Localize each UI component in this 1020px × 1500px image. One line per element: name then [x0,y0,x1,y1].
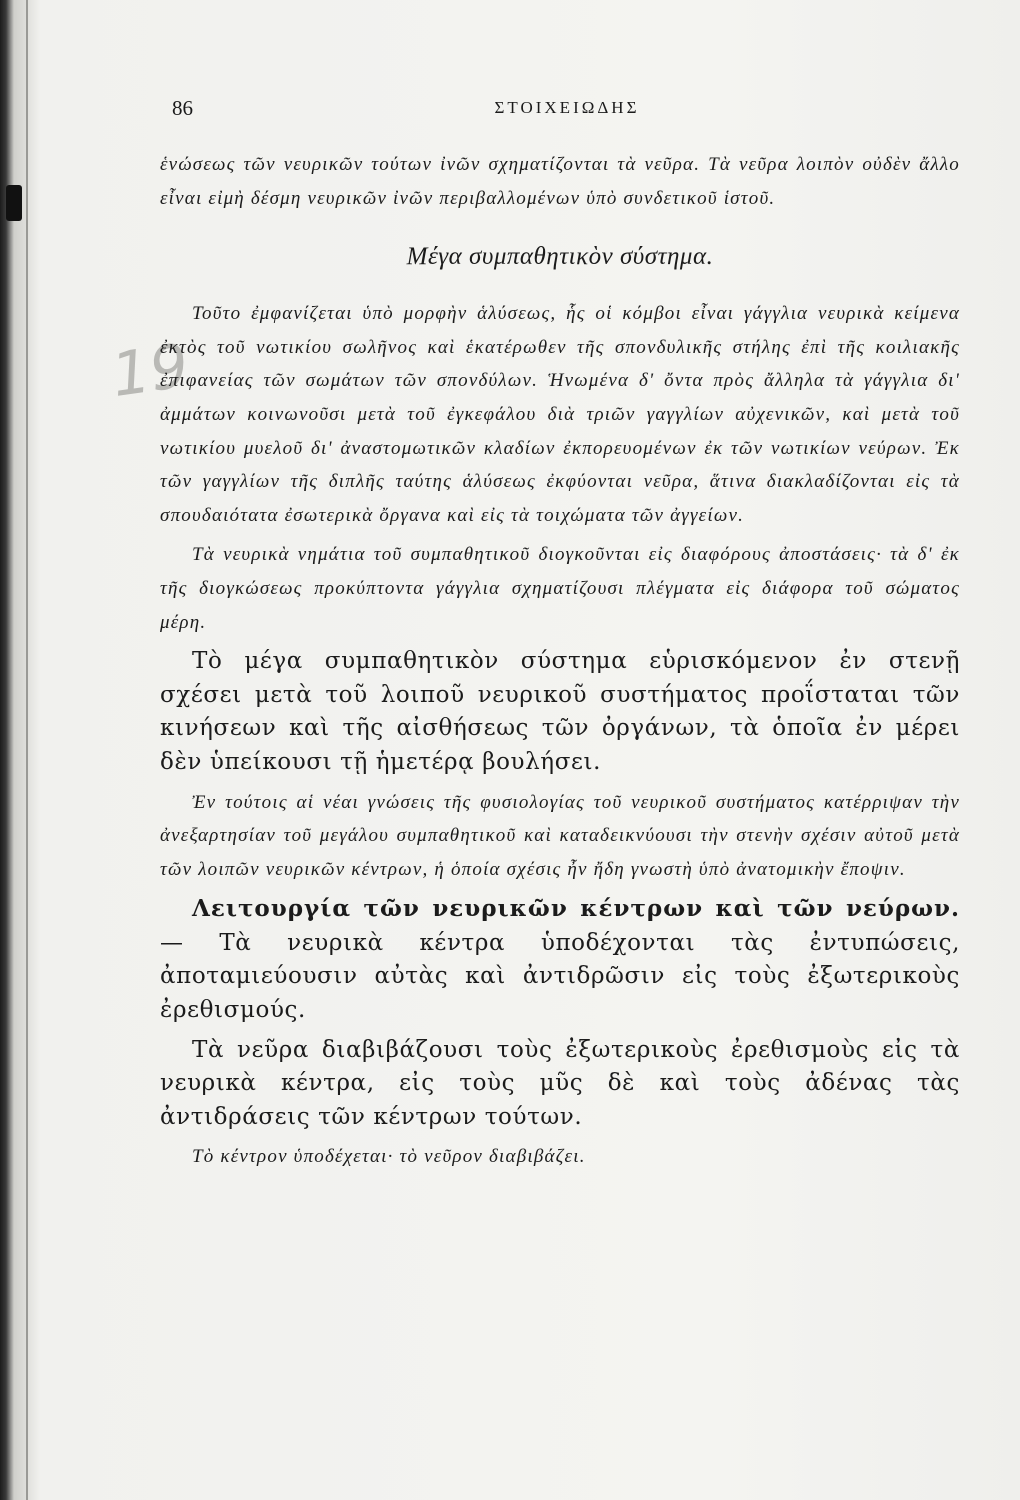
running-head: ΣΤΟΙΧΕΙΩΔΗΣ [494,98,640,117]
binding-gutter [26,0,28,1500]
function-section-text: — Τὰ νευρικὰ κέντρα ὑποδέχονται τὰς ἐντυπώσεις, ἀποταμιεύουσιν αὐτὰς καὶ ἀντιδρῶσιν εἰς τοὺς ἐξωτερικοὺς ἐρεθισμούς. [160,929,960,1024]
paragraph-function-section [160,892,960,1027]
function-section-title: Λειτουργία τῶν νευρικῶν κέντρων καὶ τῶν νεύρων. [192,895,960,923]
paragraph-plexuses: Τὰ νευρικὰ νημάτια τοῦ συμπαθητικοῦ διογκοῦνται εἰς διαφόρους ἀποστάσεις· τὰ δ' ἐκ τῆς διογκώσεως προκύπτοντα γάγγλια σχηματίζουσι πλέγματα εἰς διάφορα τοῦ σώματος μέρη. [160,544,960,633]
page-body [160,148,960,1180]
paragraph-physiology: Ἐν τούτοις αἱ νέαι γνώσεις τῆς φυσιολογίας τοῦ νευρικοῦ συστήματος κατέρριψαν τὴν ἀνεξαρτησίαν τοῦ μεγάλου συμπαθητικοῦ καὶ καταδεικνύουσι τὴν στενὴν σχέσιν αὐτοῦ μετὰ τῶν λοιπῶν νευρικῶν κέντρων, ἡ ὁποία σχέσις ἦν ἤδη γνωστὴ ὑπὸ ἀνατομικὴν ἔποψιν. [160,791,960,880]
paragraph-nerve-fibres: ἑνώσεως τῶν νευρικῶν τούτων ἰνῶν σχηματίζονται τὰ νεῦρα. Τὰ νεῦρα λοιπὸν οὐδὲν ἄλλο εἶναι εἰμὴ δέσμη νευρικῶν ἰνῶν περιβαλλομένων ὑπὸ συνδετικοῦ ἱστοῦ. [160,154,960,209]
paragraph-nerves-transmit: Τὰ νεῦρα διαβιβάζουσι τοὺς ἐξωτερικοὺς ἐρεθισμοὺς εἰς τὰ νευρικὰ κέντρα, εἰς τοὺς μῦς δὲ καὶ τοὺς ἀδένας τὰς ἀντιδράσεις τῶν κέντρων τούτων. [160,1036,960,1130]
paragraph-sympathetic-function: Τὸ μέγα συμπαθητικὸν σύστημα εὑρισκόμενον ἐν στενῇ σχέσει μετὰ τοῦ λοιποῦ νευρικοῦ συστήματος προΐσταται τῶν κινήσεων καὶ τῆς αἰσθήσεως τῶν ὀργάνων, τὰ ὁποῖα ἐν μέρει δὲν ὑπείκουσι τῇ ἡμετέρᾳ βουλήσει. [160,648,960,775]
pencil-margin-note: 19 [107,331,193,411]
page-header [172,96,962,126]
paragraph-sympathetic-chain: Τοῦτο ἐμφανίζεται ὑπὸ μορφὴν ἁλύσεως, ἧς οἱ κόμβοι εἶναι γάγγλια νευρικὰ κείμενα ἐκτὸς τοῦ νωτικίου σωλῆνος καὶ ἑκατέρωθεν τῆς σπονδυλικῆς στήλης ἐπὶ τῆς κοιλιακῆς ἐπιφανείας τῶν σωμάτων τῶν σπονδύλων. Ἡνωμένα δ' ὄντα πρὸς ἄλληλα τὰ γάγγλια δι' ἀμμάτων κοινωνοῦσι μετὰ τοῦ ἐγκεφάλου διὰ τριῶν γαγγλίων αὐχενικῶν, καὶ μετὰ τοῦ νωτικίου μυελοῦ δι' ἀναστομωτικῶν κλαδίων ἐκπορευομένων ἐκ τῶν νωτικίων νεύρων. Ἐκ τῶν γαγγλίων τῆς διπλῆς ταύτης ἁλύσεως ἐκφύονται νεῦρα, ἅτινα διακλαδίζονται εἰς τὰ σπουδαιότατα ἐσωτερικὰ ὄργανα καὶ εἰς τὰ τοιχώματα τῶν ἀγγείων. [160,303,960,526]
page-number: 86 [172,96,193,120]
binding-mark [6,185,22,221]
section-heading: Μέγα συμπαθητικὸν σύστημα. [406,243,714,271]
paragraph-center-receives: Τὸ κέντρον ὑποδέχεται· τὸ νεῦρον διαβιβάζει. [192,1146,586,1168]
